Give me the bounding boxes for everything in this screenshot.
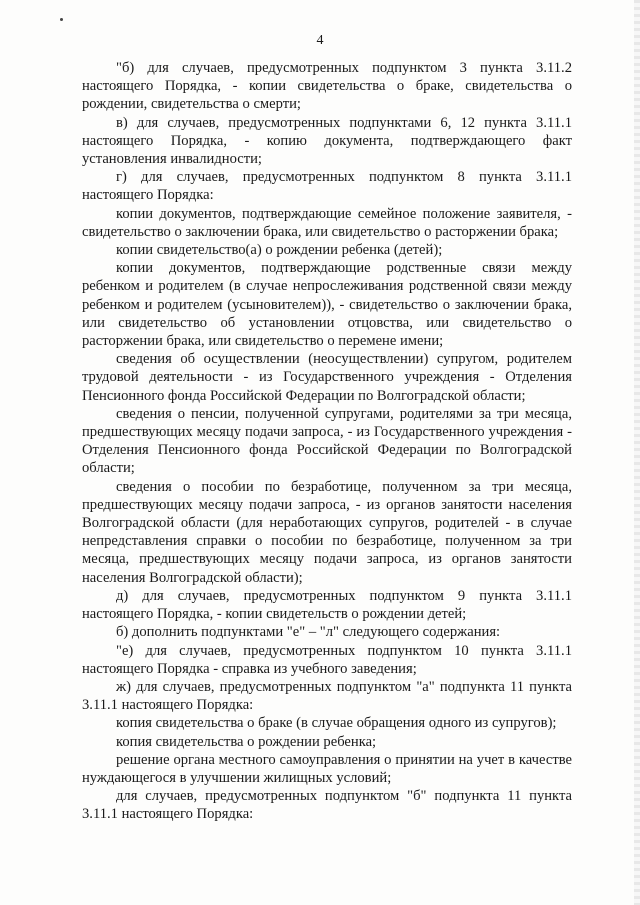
- paragraph: копия свидетельства о рождении ребенка;: [116, 733, 377, 750]
- paragraph: копии документов, подтверждающие родственные связи между ребенком и родителем (в случае непрослеживания родственной связи между ребенком и родителем (усыновителем)), - свидетельство о заключении брака, или свидетельство об установлении отцовства, или свидетельство о расторжении брака, или свидетельство о перемене имени;: [82, 260, 572, 350]
- paragraph: сведения о пенсии, полученной супругами, родителями за три месяца, предшествующих месяцу подачи запроса, - из Государственного учреждения - Отделения Пенсионного фонда Российской Федерации по Волгоградской области;: [82, 405, 572, 477]
- paragraph: "е) для случаев, предусмотренных подпунктом 10 пункта 3.11.1 настоящего Порядка - справка из учебного заведения;: [82, 642, 572, 677]
- document-body: [82, 59, 572, 824]
- page-number: 4: [316, 33, 324, 48]
- paragraph: копия свидетельства о браке (в случае обращения одного из супругов);: [116, 715, 557, 732]
- paragraph: д) для случаев, предусмотренных подпунктом 9 пункта 3.11.1 настоящего Порядка, - копии свидетельств о рождении детей;: [82, 587, 572, 623]
- paragraph: ж) для случаев, предусмотренных подпунктом "а" подпункта 11 пункта 3.11.1 настоящего Порядка:: [82, 678, 572, 714]
- paragraph: г) для случаев, предусмотренных подпунктом 8 пункта 3.11.1 настоящего Порядка:: [82, 169, 572, 204]
- paragraph: копии документов, подтверждающие семейное положение заявителя, - свидетельство о заключении брака, или свидетельство о расторжении брака;: [82, 205, 572, 240]
- paragraph: в) для случаев, предусмотренных подпунктами 6, 12 пункта 3.11.1 настоящего Порядка, - копию документа, подтверждающего факт установления инвалидности;: [82, 114, 572, 168]
- paragraph: "б) для случаев, предусмотренных подпунктом 3 пункта 3.11.2 настоящего Порядка, - копии свидетельства о браке, свидетельства о рождении, свидетельства о смерти;: [82, 60, 572, 113]
- paragraph: сведения об осуществлении (неосуществлении) супругом, родителем трудовой деятельности - из Государственного учреждения - Отделения Пенсионного фонда Российской Федерации по Волгоградской области;: [82, 351, 572, 404]
- scan-speck: [60, 18, 63, 21]
- paragraph: решение органа местного самоуправления о принятии на учет в качестве нуждающегося в улучшении жилищных условий;: [82, 751, 572, 786]
- scan-edge: [634, 0, 640, 905]
- paragraph: копии свидетельство(а) о рождении ребенка (детей);: [116, 242, 443, 259]
- paragraph: б) дополнить подпунктами "е" – "л" следующего содержания:: [116, 624, 501, 641]
- paragraph: для случаев, предусмотренных подпунктом "б" подпункта 11 пункта 3.11.1 настоящего Порядка:: [82, 788, 572, 823]
- paragraph: сведения о пособии по безработице, полученном за три месяца, предшествующих месяцу подачи запроса, - из органов занятости населения Волгоградской области (для неработающих супругов, родителей - в случае непредставления справки о пособии по безработице, полученном за три месяца, предшествующих месяцу подачи запроса, из органов занятости населения Волгоградской области);: [82, 478, 572, 586]
